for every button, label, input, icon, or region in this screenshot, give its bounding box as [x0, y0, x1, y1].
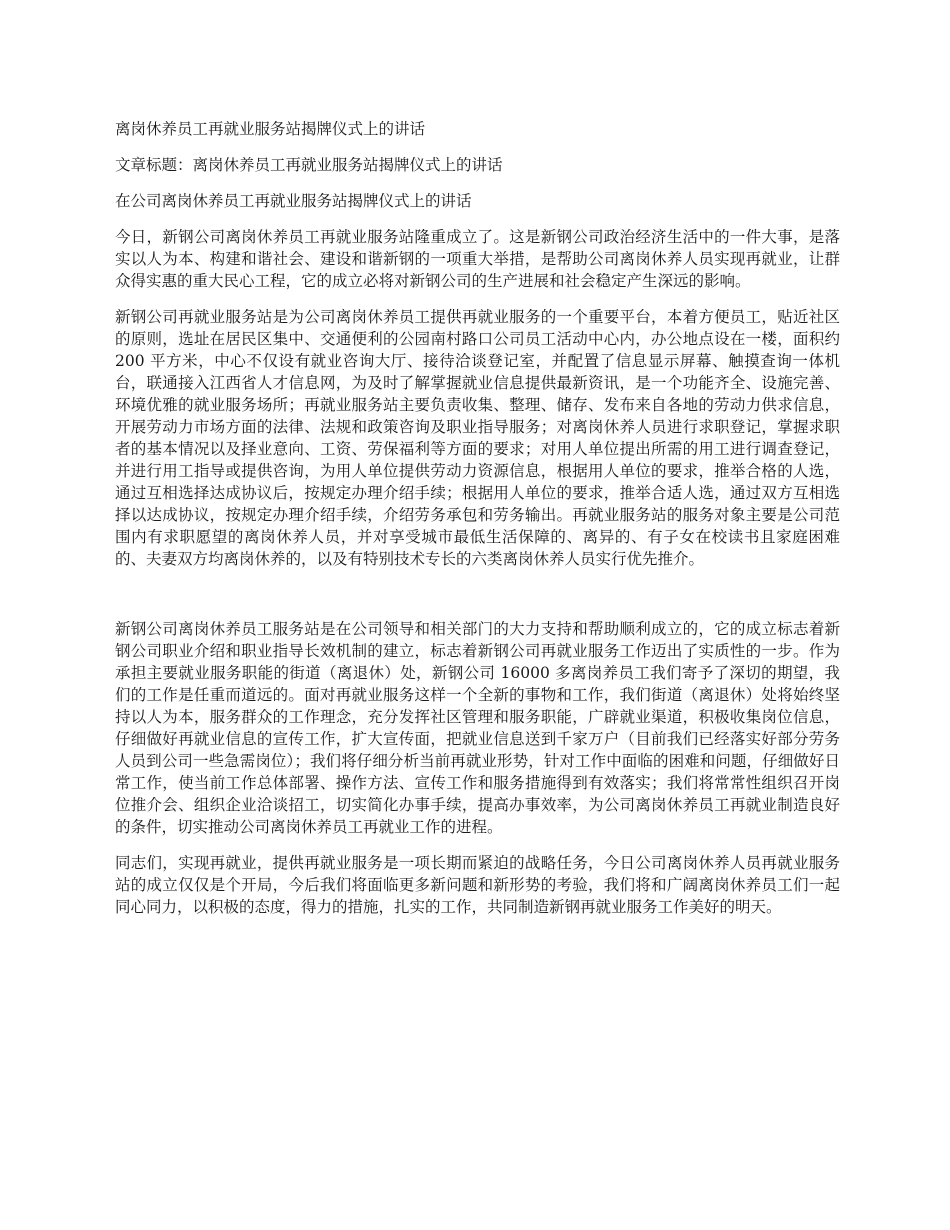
article-title: 文章标题：离岗休养员工再就业服务站揭牌仪式上的讲话	[115, 156, 503, 174]
paragraph-service-station: 新钢公司再就业服务站是为公司离岗休养员工提供再就业服务的一个重要平台，本着方便员工，贴近社区的原则，选址在居民区集中、交通便利的公园南村路口公司员工活动中心内，办公地点设在一楼，面积约 200 平方米，中心不仅设有就业咨询大厅、接待洽谈登记室，并配置了信息显示屏幕、触摸查询一体机台，联通接入江西省人才信息网，为及时了解掌握就业信息提供最新资讯，是一个功能齐全、设施完善、环境优雅的就业服务场所；再就业服务站主要负责收集、整理、储存、发布来自各地的劳动力供求信息，开展劳动力市场方面的法律、法规和政策咨询及职业指导服务；对离岗休养人员进行求职登记，掌握求职者的基本情况以及择业意向、工资、劳保福利等方面的要求；对用人单位提出所需的用工进行调查登记，并进行用工指导或提供咨询，为用人单位提供劳动力资源信息，根据用人单位的要求，推举合格的人选，通过互相选择达成协议后，按规定办理介绍手续；根据用人单位的要求，推举合适人选，通过双方互相选择以达成协议，按规定办理介绍手续，介绍劳务承包和劳务输出。再就业服务站的服务对象主要是公司范围内有求职愿望的离岗休养人员，并对享受城市最低生活保障的、离异的、有子女在校读书且家庭困难的、夫妻双方均离岗休养的，以及有特别技术专长的六类离岗休养人员实行优先推介。	[115, 308, 840, 568]
paragraph-establishment: 新钢公司离岗休养员工服务站是在公司领导和相关部门的大力支持和帮助顺利成立的，它的成立标志着新钢公司职业介绍和职业指导长效机制的建立，标志着新钢公司再就业服务工作迈出了实质性的一步。作为承担主要就业服务职能的街道（离退休）处，新钢公司 16000 多离岗养员工我们寄予了深切的期望，我们的工作是任重而道远的。面对再就业服务这样一个全新的事物和工作，我们街道（离退休）处将始终坚持以人为本，服务群众的工作理念，充分发挥社区管理和服务职能，广辟就业渠道，积极收集岗位信息，仔细做好再就业信息的宣传工作，扩大宣传面，把就业信息送到千家万户（目前我们已经落实好部分劳务人员到公司一些急需岗位）；我们将仔细分析当前再就业形势，针对工作中面临的困难和问题，仔细做好日常工作，使当前工作总体部署、操作方法、宣传工作和服务措施得到有效落实；我们将常常性组织召开岗位推介会、组织企业洽谈招工，切实简化办事手续，提高办事效率，为公司离岗休养员工再就业制造良好的条件，切实推动公司离岗休养员工再就业工作的进程。	[115, 620, 840, 836]
paragraph-opening: 今日，新钢公司离岗休养员工再就业服务站隆重成立了。这是新钢公司政治经济生活中的一件大事，是落实以人为本、构建和谐社会、建设和谐新钢的一项重大举措，是帮助公司离岗休养人员实现再就业，让群众得实惠的重大民心工程，它的成立必将对新钢公司的生产进展和社会稳定产生深远的影响。	[115, 228, 840, 290]
paragraph-spacer	[115, 584, 840, 618]
document-body	[115, 118, 840, 932]
document-heading: 离岗休养员工再就业服务站揭牌仪式上的讲话	[115, 120, 426, 138]
paragraph-closing: 同志们，实现再就业，提供再就业服务是一项长期而紧迫的战略任务，今日公司离岗休养人员再就业服务站的成立仅仅是个开局，今后我们将面临更多新问题和新形势的考验，我们将和广阔离岗休养员工们一起同心同力，以积极的态度，得力的措施，扎实的工作，共同制造新钢再就业服务工作美好的明天。	[115, 854, 840, 916]
document-subtitle: 在公司离岗休养员工再就业服务站揭牌仪式上的讲话	[115, 192, 472, 210]
